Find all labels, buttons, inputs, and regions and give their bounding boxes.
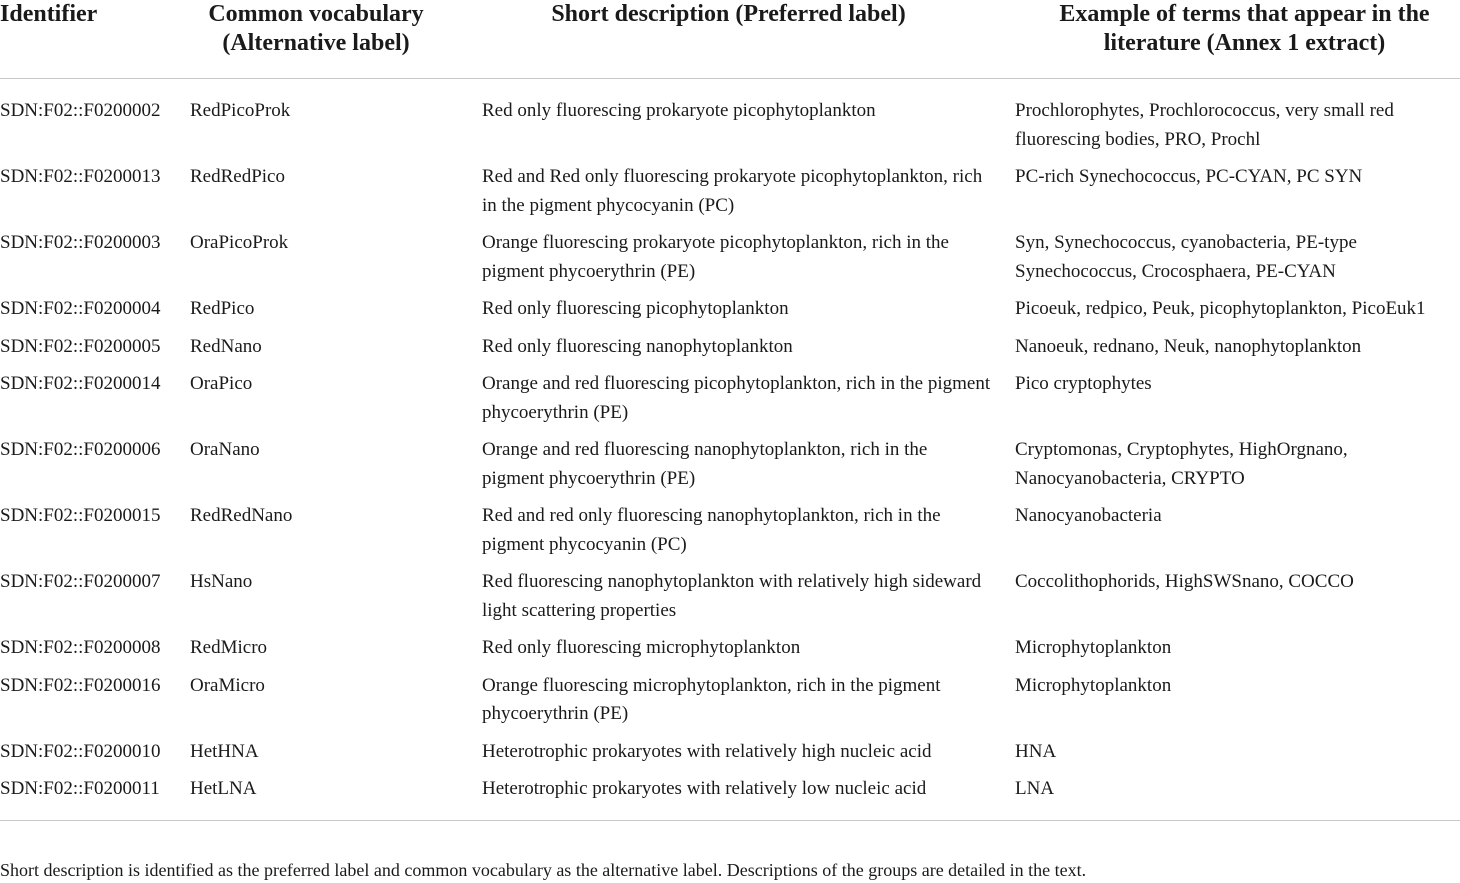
table-row (0, 333, 1460, 371)
cell-example: Nanoeuk, rednano, Neuk, nanophytoplankton (1015, 335, 1362, 357)
table-row (0, 568, 1460, 634)
header-common-vocabulary (190, 0, 482, 79)
cell-short: Orange fluorescing microphytoplankton, rich in the pigment phycoerythrin (PE) (482, 674, 941, 724)
cell-identifier: SDN:F02::F0200008 (0, 637, 161, 658)
cell-short: Red only fluorescing picophytoplankton (482, 298, 789, 319)
cell-identifier: SDN:F02::F0200013 (0, 166, 161, 187)
cell-common: RedNano (190, 335, 262, 357)
table-row (0, 229, 1460, 295)
table-row (0, 738, 1460, 776)
cell-identifier: SDN:F02::F0200010 (0, 740, 161, 762)
table-row (0, 163, 1460, 229)
header-example-terms (1015, 0, 1460, 79)
table-row (0, 370, 1460, 436)
cell-example: Cryptomonas, Cryptophytes, HighOrgnano, Nanocyanobacteria, CRYPTO (1015, 439, 1348, 489)
cell-identifier: SDN:F02::F0200016 (0, 674, 161, 696)
cell-identifier: SDN:F02::F0200011 (0, 775, 190, 820)
cell-example: Nanocyanobacteria (1015, 505, 1162, 526)
cell-short: Red only fluorescing prokaryote picophytoplankton (482, 100, 876, 121)
cell-identifier: SDN:F02::F0200005 (0, 335, 161, 357)
cell-example: Syn, Synechococcus, cyanobacteria, PE-type Synechococcus, Crocosphaera, PE-CYAN (1015, 232, 1357, 282)
table-row (0, 672, 1460, 738)
cell-identifier: SDN:F02::F0200007 (0, 571, 161, 592)
cell-short: Heterotrophic prokaryotes with relatively low nucleic acid (482, 775, 1015, 820)
cell-example: PC-rich Synechococcus, PC-CYAN, PC SYN (1015, 166, 1363, 187)
cell-example: Coccolithophorids, HighSWSnano, COCCO (1015, 571, 1354, 592)
cell-example: Prochlorophytes, Prochlorococcus, very small red fluorescing bodies, PRO, Prochl (1015, 100, 1394, 150)
cell-short: Red and red only fluorescing nanophytoplankton, rich in the pigment phycocyanin (PC) (482, 505, 941, 555)
cell-common: RedPicoProk (190, 100, 291, 121)
cell-common: RedRedPico (190, 166, 285, 187)
cell-common: OraMicro (190, 674, 265, 696)
header-example-line1: Example of terms that appear in the (1059, 1, 1430, 27)
table-row (0, 634, 1460, 672)
cell-short: Orange and red fluorescing picophytoplankton, rich in the pigment phycoerythrin (PE) (482, 373, 991, 423)
cell-short: Orange and red fluorescing nanophytoplankton, rich in the pigment phycoerythrin (PE) (482, 439, 928, 489)
cell-common: OraNano (190, 439, 260, 460)
cell-example: Picoeuk, redpico, Peuk, picophytoplankton, PicoEuk1 (1015, 298, 1426, 319)
cell-identifier: SDN:F02::F0200003 (0, 232, 161, 253)
table-row (0, 775, 1460, 820)
cell-common: RedPico (190, 298, 255, 319)
table-body (0, 79, 1460, 821)
header-common-line2: (Alternative label) (222, 30, 410, 56)
cell-common: HetLNA (190, 775, 482, 820)
cell-example: Microphytoplankton (1015, 674, 1172, 696)
cell-short: Red only fluorescing microphytoplankton (482, 637, 801, 658)
cell-common: HetHNA (190, 740, 259, 762)
table-header-row (0, 0, 1460, 79)
cell-example: Microphytoplankton (1015, 637, 1172, 658)
cell-identifier: SDN:F02::F0200015 (0, 505, 161, 526)
cell-identifier: SDN:F02::F0200006 (0, 439, 161, 460)
cell-common: OraPicoProk (190, 232, 289, 253)
header-common-line1: Common vocabulary (208, 1, 424, 27)
cell-short: Red only fluorescing nanophytoplankton (482, 335, 793, 357)
header-identifier: Identifier (0, 0, 190, 79)
cell-common: HsNano (190, 571, 253, 592)
header-short-description: Short description (Preferred label) (482, 0, 1015, 79)
header-example-line2: literature (Annex 1 extract) (1103, 30, 1386, 56)
cell-common: OraPico (190, 373, 253, 394)
table-footnote: Short description is identified as the preferred label and common vocabulary as the alternative label. Descriptions of the groups are detailed in the text. (0, 860, 1087, 880)
cell-identifier: SDN:F02::F0200014 (0, 373, 161, 394)
cell-example: HNA (1015, 740, 1057, 762)
table-row (0, 79, 1460, 164)
cell-common: RedMicro (190, 637, 268, 658)
cell-short: Orange fluorescing prokaryote picophytoplankton, rich in the pigment phycoerythrin (PE) (482, 232, 949, 282)
cell-short: Heterotrophic prokaryotes with relatively high nucleic acid (482, 740, 932, 762)
table-row (0, 502, 1460, 568)
table-row (0, 295, 1460, 333)
cell-example: LNA (1015, 775, 1460, 820)
table-row (0, 436, 1460, 502)
cell-common: RedRedNano (190, 505, 293, 526)
cell-short: Red fluorescing nanophytoplankton with relatively high sideward light scattering properties (482, 571, 982, 621)
cell-short: Red and Red only fluorescing prokaryote picophytoplankton, rich in the pigment phycocyanin (PC) (482, 166, 983, 216)
cell-identifier: SDN:F02::F0200004 (0, 298, 161, 319)
cell-example: Pico cryptophytes (1015, 373, 1152, 394)
cell-identifier: SDN:F02::F0200002 (0, 100, 161, 121)
